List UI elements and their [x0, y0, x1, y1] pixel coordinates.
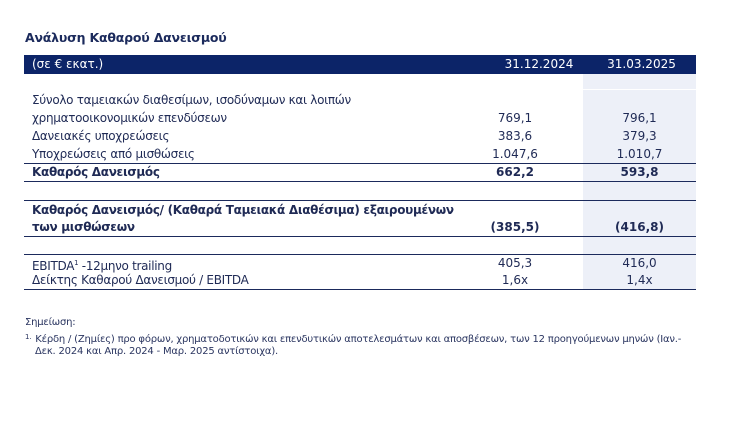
cell-ebitda-2024: 405,3 [497, 256, 533, 270]
cell-net-debt-ex-leases-2024: (385,5) [490, 220, 540, 234]
row-net-debt-ex-leases-label-line2: των μισθώσεων [32, 220, 135, 234]
row-borrowings-label: Δανειακές υποχρεώσεις [32, 129, 170, 143]
row-net-debt-label: Καθαρός Δανεισμός [32, 165, 160, 179]
column-header-2024: 31.12.2024 [504, 57, 574, 71]
unit-label: (σε € εκατ.) [32, 57, 104, 71]
row-cash-label-line1: Σύνολο ταμειακών διαθεσίμων, ισοδύναμων και λοιπών [32, 93, 351, 107]
row-cash-label-line2: χρηματοοικονομικών επενδύσεων [32, 111, 227, 125]
cell-net-debt-2024: 662,2 [496, 165, 534, 179]
ebitda-suffix: -12μηνο trailing [78, 259, 172, 273]
row-leases-label: Υποχρεώσεις από μισθώσεις [32, 147, 195, 161]
cell-cash-2024: 769,1 [497, 111, 533, 125]
footnote-ref: 1 [74, 259, 79, 267]
footnote-text-1: Κέρδη / (Ζημίες) προ φόρων, χρηματοδοτικών και επενδυτικών αποτελεσμάτων και αποσβέσεων, των 12 προηγούμενων μηνών (Ιαν.- [35, 334, 682, 345]
divider [24, 289, 696, 290]
column-gap [583, 89, 696, 90]
cell-ebitda-2025: 416,0 [622, 256, 657, 270]
column-header-2025: 31.03.2025 [607, 57, 676, 71]
notes-heading: Σημείωση: [25, 317, 76, 328]
cell-ratio-2024: 1,6x [501, 273, 529, 287]
cell-ratio-2025: 1,4x [626, 273, 653, 287]
cell-net-debt-2025: 593,8 [620, 165, 659, 179]
divider [24, 181, 696, 182]
table-title: Ανάλυση Καθαρού Δανεισμού [25, 30, 227, 45]
cell-borrowings-2025: 379,3 [622, 129, 657, 143]
ebitda-text: EBITDA [32, 259, 75, 273]
cell-borrowings-2024: 383,6 [497, 129, 533, 143]
cell-leases-2025: 1.010,7 [616, 147, 663, 161]
row-ratio-label: Δείκτης Καθαρού Δανεισμού / EBITDA [32, 273, 249, 287]
divider [24, 236, 696, 237]
cell-cash-2025: 796,1 [622, 111, 657, 125]
table-header [24, 55, 696, 74]
cell-net-debt-ex-leases-2025: (416,8) [615, 220, 664, 234]
footnote-line2: Δεκ. 2024 και Απρ. 2024 - Μαρ. 2025 αντίστοιχα). [35, 346, 278, 357]
row-net-debt-ex-leases-label-line1: Καθαρός Δανεισμός/ (Καθαρά Ταμειακά Διαθέσιμα) εξαιρουμένων [32, 203, 454, 217]
cell-leases-2024: 1.047,6 [492, 147, 538, 161]
footnote-mark: 1. [25, 333, 32, 341]
